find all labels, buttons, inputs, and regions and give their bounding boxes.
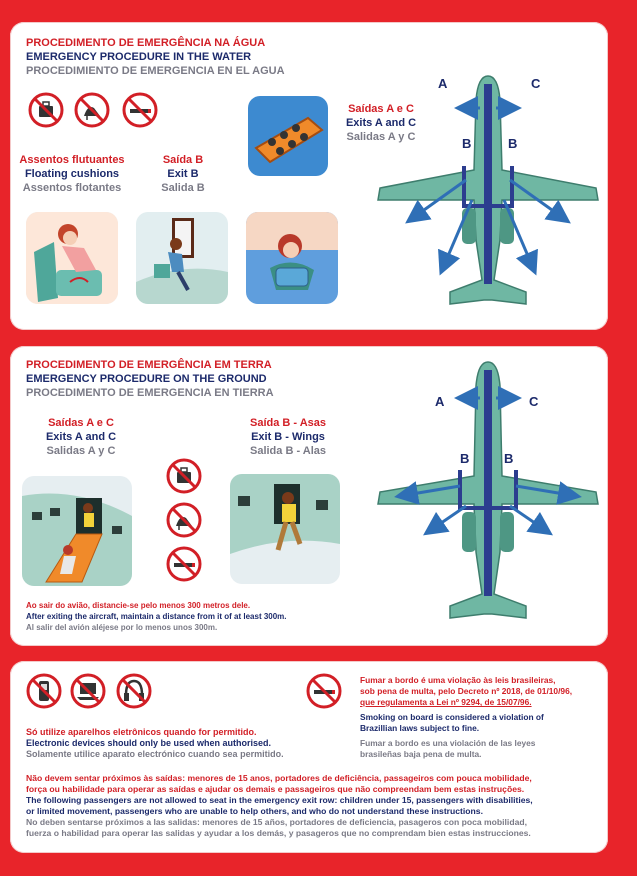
- no-high-heels-icon: [166, 502, 202, 538]
- ground-exit-c-label: C: [529, 394, 539, 409]
- life-raft-illustration: [248, 96, 328, 176]
- water-exit-a-label: A: [438, 76, 448, 91]
- ground-procedure-panel: [10, 346, 608, 646]
- water-title-es: PROCEDIMIENTO DE EMERGENCIA EN EL AGUA: [26, 65, 285, 77]
- exit-row-rule-en-2: or limited movement, passengers who are unable to help others, and who do not understand these instructions.: [26, 806, 483, 816]
- water-exit-b-en: Exit B: [167, 168, 199, 180]
- exit-row-rule-pt-2: força ou habilidade para operar as saídas e ajudar os demais e passageiros que não compreendam bem estas instruções.: [26, 784, 525, 794]
- ground-exit-b-es: Salida B - Alas: [249, 445, 326, 457]
- water-exit-b-pt: Saída B: [162, 154, 204, 166]
- ground-distance-note-en: After exiting the aircraft, maintain a distance from it of at least 300m.: [26, 612, 287, 621]
- ground-title-es: PROCEDIMENTO DE EMERGENCIA EN TIERRA: [26, 387, 274, 399]
- no-headphones-icon: [116, 673, 152, 709]
- smoking-rule-pt-1: Fumar a bordo é uma violação às leis brasileiras,: [360, 675, 556, 685]
- water-exits-ac-en: Exits A and C: [345, 117, 417, 129]
- ground-exits-ac-en: Exits A and C: [45, 431, 117, 443]
- ground-exit-a-label: A: [435, 394, 445, 409]
- ground-exit-b-left-label: B: [460, 451, 470, 466]
- water-exit-b-es: Salida B: [161, 182, 205, 194]
- slide-exit-illustration: [22, 476, 132, 586]
- water-exit-airplane-diagram: [376, 70, 606, 320]
- person-in-water-illustration: [246, 212, 338, 304]
- water-exit-c-label: C: [531, 76, 541, 91]
- smoking-rule-pt-3: que regulamenta a Lei nº 9294, de 15/07/96.: [360, 697, 532, 707]
- floating-cushion-illustration: [26, 212, 118, 304]
- onboard-rules-panel: [10, 661, 608, 853]
- water-title-en: EMERGENCY PROCEDURE IN THE WATER: [26, 51, 252, 63]
- exit-row-rule-en-1: The following passengers are not allowed to seat in the emergency exit row: children under 15, passengers with disabilities,: [26, 795, 533, 805]
- exit-row-rule-es-1: No deben sentarse próximos a las salidas: menores de 15 años, portadores de deficiencia, pasageros con poca mobilidad,: [26, 817, 527, 827]
- no-high-heels-icon: [74, 92, 110, 128]
- smoking-rule-en-1: Smoking on board is considered a violation of: [360, 712, 544, 722]
- smoking-rule-es-1: Fumar a bordo es una violación de las leyes: [360, 738, 536, 748]
- ground-exit-airplane-diagram: [376, 356, 606, 636]
- ground-exits-ac-es: Salidas A y C: [46, 445, 116, 457]
- water-exits-ac-pt: Saídas A e C: [348, 103, 414, 115]
- electronics-rule-pt: Só utilize aparelhos eletrônicos quando for permitido.: [26, 727, 257, 737]
- water-title-pt: PROCEDIMENTO DE EMERGÊNCIA NA ÁGUA: [26, 37, 266, 49]
- water-exits-ac-es: Salidas A y C: [346, 131, 416, 143]
- floating-cushions-pt: Assentos flutuantes: [19, 154, 125, 166]
- ground-exit-b-en: Exit B - Wings: [251, 431, 325, 443]
- no-laptop-icon: [70, 673, 106, 709]
- ground-distance-note-es: Al salir del avión aléjese por lo menos unos 300m.: [26, 623, 218, 632]
- wing-exit-illustration: [230, 474, 340, 584]
- no-smoking-icon: [306, 673, 342, 709]
- floating-cushions-en: Floating cushions: [24, 168, 120, 180]
- ground-exit-b-pt: Saída B - Asas: [249, 417, 326, 429]
- ground-exits-ac-pt: Saídas A e C: [48, 417, 114, 429]
- smoking-rule-es-2: brasileñas baja pena de multa.: [360, 749, 482, 759]
- exit-b-illustration: [136, 212, 228, 304]
- no-baggage-icon: [28, 92, 64, 128]
- ground-distance-note-pt: Ao sair do avião, distancie-se pelo menos 300 metros dele.: [26, 601, 251, 610]
- smoking-rule-en-2: Brazillian laws subject to fine.: [360, 723, 480, 733]
- no-smoking-icon: [122, 92, 158, 128]
- water-exit-b-right-label: B: [508, 136, 518, 151]
- exit-row-rule-es-2: fuerza o habilidad para operar las salidas y ayudar a los demás, y pasageros que no comprendam bien estas instrucciones.: [26, 828, 531, 838]
- smoking-rule-pt-2: sob pena de multa, pelo Decreto nº 2018, de 01/10/96,: [360, 686, 573, 696]
- electronics-rule-en: Electronic devices should only be used when authorised.: [26, 738, 272, 748]
- no-smoking-icon: [166, 546, 202, 582]
- electronics-rule-es: Solamente utilice aparato electrónico cuando sea permitido.: [26, 749, 284, 759]
- ground-exit-b-right-label: B: [504, 451, 514, 466]
- water-procedure-panel: [10, 22, 608, 330]
- exit-row-rule-pt-1: Não devem sentar próximos às saídas: menores de 15 anos, portadores de deficiência, passageiros com pouca mobilidade,: [26, 773, 532, 783]
- no-mobile-phone-icon: [26, 673, 62, 709]
- ground-title-pt: PROCEDIMENTO DE EMERGÊNCIA EM TERRA: [26, 359, 272, 371]
- floating-cushions-es: Assentos flotantes: [22, 182, 122, 194]
- water-exit-b-left-label: B: [462, 136, 472, 151]
- ground-title-en: EMERGENCY PROCEDURE ON THE GROUND: [26, 373, 267, 385]
- no-baggage-icon: [166, 458, 202, 494]
